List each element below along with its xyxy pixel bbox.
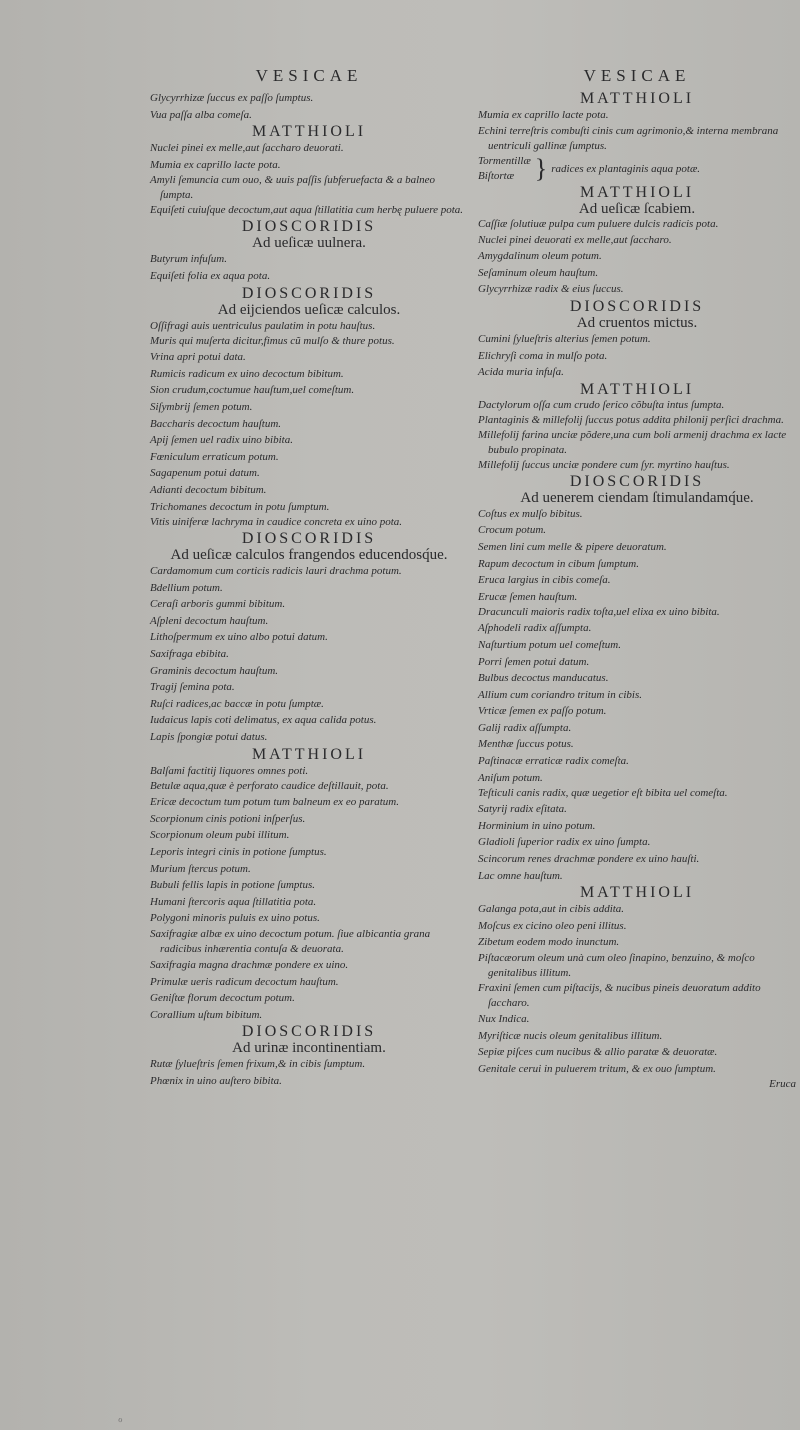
remedy-entry: Betulæ aqua,quæ è perforato caudice deſtillauit, pota. — [150, 780, 389, 793]
remedy-entry: Paſtinacæ erraticæ radix comeſta. — [478, 755, 629, 768]
remedy-entry: Allium cum coriandro tritum in cibis. — [478, 688, 642, 701]
right-blocks — [478, 184, 796, 1078]
brace-glyph: } — [534, 153, 548, 183]
remedy-entry: Sepiæ piſces cum nucibus & allio paratæ & deuoratæ. — [478, 1046, 718, 1059]
section-subheading: Ad ueſicæ uulnera. — [252, 235, 366, 252]
remedy-entry: Dracunculi maioris radix toſta,uel elixa ex uino bibita. — [478, 606, 720, 619]
section-heading: DIOSCORIDIS — [241, 530, 377, 548]
remedy-entry: Plantaginis & millefolij ſuccus potus addita philonij perſici drachma. — [478, 413, 784, 426]
remedy-entry: Iudaicus lapis coti delimatus, ex aqua calida potus. — [150, 714, 377, 727]
remedy-entry: Fraxini ſemen cum piſtacijs, & nucibus pineis deuoratum addito ſaccharo. — [478, 982, 761, 1009]
section-heading: DIOSCORIDIS — [241, 218, 377, 236]
remedy-entry: Lapis ſpongiæ potui datus. — [150, 731, 268, 744]
remedy-entry: Scorpionum oleum pubi illitum. — [150, 829, 290, 842]
remedy-entry: Fœniculum erraticum potum. — [150, 450, 279, 463]
remedy-entry: Oſſifragi auis uentriculus paulatim in potu hauſtus. — [150, 319, 376, 332]
remedy-entry: Piſtacæorum oleum unà cum oleo ſinapino, benzuino, & moſco genitalibus illitum. — [478, 952, 755, 979]
remedy-entry: Geniſtæ florum decoctum potum. — [150, 992, 295, 1005]
section-subheading: Ad ueſicæ calculos frangendos educendosq́ue. — [170, 547, 448, 564]
remedy-entry: Mumia ex caprillo lacte pota. — [150, 158, 281, 171]
remedy-entry: Millefolij farina unciæ põdere,una cum boli armenij drachma ex lacte bubulo propinata. — [478, 428, 787, 456]
remedy-entry: Vrticæ ſemen ex paſſo potum. — [478, 705, 607, 718]
remedy-entry: Tragij ſemina pota. — [150, 681, 235, 694]
remedy-entry: Scincorum renes drachmæ pondere ex uino hauſti. — [478, 853, 700, 866]
remedy-entry: Moſcus ex cicino oleo peni illitus. — [478, 919, 627, 932]
remedy-entry: Amygdalinum oleum potum. — [478, 250, 602, 263]
remedy-entry: Vrina apri potui data. — [150, 351, 246, 364]
remedy-entry: Ruſci radices,ac baccæ in potu ſumptæ. — [150, 697, 324, 710]
remedy-entry: Equiſeti cuiuſque decoctum,aut aqua ſtillatitia cum herbę puluere pota. — [150, 204, 464, 217]
remedy-entry: Mumia ex caprillo lacte pota. — [478, 109, 609, 121]
remedy-entry: Primulæ ueris radicum decoctum hauſtum. — [150, 975, 339, 988]
remedy-entry: Ericæ decoctum tum potum tum balneum ex eo paratum. — [150, 796, 399, 809]
remedy-entry: Cardamomum cum corticis radicis lauri drachma potum. — [150, 565, 402, 578]
running-head-right: VESICAE — [583, 66, 691, 85]
right-column — [478, 66, 796, 1091]
brace-name: Tormentillæ — [478, 154, 531, 167]
remedy-entry: Vua paſſa alba comeſa. — [150, 108, 252, 121]
remedy-entry: Nuclei pinei deuorati ex melle,aut ſaccharo. — [478, 233, 672, 246]
remedy-entry: Eruca largius in cibis comeſa. — [478, 574, 611, 587]
remedy-entry: Semen lini cum melle & pipere deuoratum. — [478, 540, 667, 553]
remedy-entry: Siſymbrij ſemen potum. — [150, 400, 253, 413]
remedy-entry: Aſpleni decoctum hauſtum. — [150, 614, 269, 627]
remedy-entry: Zibetum eodem modo inunctum. — [478, 936, 620, 949]
remedy-entry: Seſaminum oleum hauſtum. — [478, 266, 599, 279]
section-heading: DIOSCORIDIS — [569, 472, 705, 490]
remedy-entry: Sion crudum,coctumue hauſtum,uel comeſtum. — [150, 384, 355, 397]
remedy-entry: Dactylorum oſſa cum crudo ſerico cõbuſta intus ſumpta. — [478, 398, 725, 411]
section-heading: DIOSCORIDIS — [569, 297, 705, 315]
remedy-entry: Humani ſtercoris aqua ſtillatitia pota. — [150, 895, 317, 908]
remedy-entry: Millefolij ſuccus unciæ pondere cum ſyr. myrtino hauſtus. — [478, 458, 730, 471]
remedy-entry: Myriſticæ nucis oleum genitalibus illitum. — [478, 1029, 663, 1042]
running-head-left: VESICAE — [255, 66, 363, 85]
remedy-entry: Rapum decoctum in cibum ſumptum. — [478, 557, 639, 570]
remedy-entry: Scorpionum cinis potioni inſperſus. — [150, 812, 306, 825]
left-blocks — [150, 90, 468, 1090]
remedy-entry: Polygoni minoris puluis ex uino potus. — [150, 912, 320, 925]
remedy-entry: Galanga pota,aut in cibis addita. — [478, 903, 625, 916]
remedy-entry: Saxifragia magna drachmæ pondere ex uino. — [150, 958, 349, 971]
remedy-entry: Nux Indica. — [478, 1013, 530, 1025]
remedy-entry: Acida muria infuſa. — [478, 366, 564, 379]
remedy-entry: Echini terreſtris combuſti cinis cum agrimonio,& interna membrana uentriculi gallinæ ſumptus. — [478, 124, 779, 152]
remedy-entry: Graminis decoctum hauſtum. — [150, 664, 279, 677]
section-subheading: Ad uenerem ciendam ſtimulandamq́ue. — [520, 489, 754, 506]
section-subheading: Ad urinæ incontinentiam. — [232, 1040, 386, 1057]
remedy-entry: Ceraſi arboris gummi bibitum. — [150, 598, 286, 611]
remedy-entry: Baccharis decoctum hauſtum. — [150, 417, 282, 430]
remedy-entry: Erucæ ſemen hauſtum. — [478, 590, 578, 603]
remedy-entry: Horminium in uino potum. — [478, 819, 596, 832]
remedy-entry: Teſticuli canis radix, quæ uegetior eſt bibita uel comeſta. — [478, 787, 728, 800]
remedy-entry: Naſturtium potum uel comeſtum. — [478, 638, 621, 651]
remedy-entry: Murium ſtercus potum. — [150, 862, 251, 875]
remedy-entry: Rutæ ſylueſtris ſemen frixum,& in cibis ſumptum. — [150, 1058, 366, 1071]
remedy-entry: Galij radix aſſumpta. — [478, 721, 572, 734]
remedy-entry: Vitis uiniferæ lachryma in caudice concreta ex uino pota. — [150, 516, 403, 529]
remedy-entry: Aniſum potum. — [478, 771, 543, 784]
section-subheading: Ad ueſicæ ſcabiem. — [578, 200, 696, 217]
remedy-entry: Gladioli ſuperior radix ex uino ſumpta. — [478, 836, 651, 849]
remedy-entry: Glycyrrhizæ ſuccus ex paſſo ſumptus. — [150, 92, 314, 104]
remedy-entry: Bdellium potum. — [150, 581, 223, 594]
remedy-entry: Rumicis radicum ex uino decoctum bibitum. — [150, 367, 344, 380]
remedy-entry: Bulbus decoctus manducatus. — [478, 672, 609, 685]
brace-entry — [478, 154, 796, 184]
catchword: Eruca — [769, 1078, 796, 1091]
remedy-entry: Genitale cerui in puluerem tritum, & ex ouo ſumptum. — [478, 1062, 716, 1075]
section-heading: MATTHIOLI — [579, 183, 695, 201]
remedy-entry: Corallium uſtum bibitum. — [150, 1008, 263, 1021]
remedy-entry: Phœnix in uino auſtero bibita. — [150, 1074, 282, 1087]
left-column — [150, 66, 468, 1090]
remedy-entry: Coſtus ex mulſo bibitus. — [478, 507, 583, 520]
section-heading: MATTHIOLI — [579, 90, 695, 107]
remedy-entry: Equiſeti folia ex aqua pota. — [150, 269, 271, 282]
remedy-entry: Aſphodeli radix aſſumpta. — [478, 622, 592, 635]
remedy-entry: Crocum potum. — [478, 524, 547, 537]
remedy-entry: Adianti decoctum bibitum. — [150, 483, 267, 496]
remedy-entry: Bubuli fellis lapis in potione ſumptus. — [150, 879, 315, 892]
section-heading: MATTHIOLI — [579, 380, 695, 398]
remedy-entry: Caſſiæ ſolutiuæ pulpa cum puluere dulcis radicis pota. — [478, 217, 719, 230]
section-heading: MATTHIOLI — [579, 884, 695, 902]
remedy-entry: Butyrum infuſum. — [150, 253, 227, 266]
remedy-entry: Lac omne hauſtum. — [478, 869, 563, 882]
section-subheading: Ad eijciendos ueſicæ calculos. — [217, 301, 401, 318]
remedy-entry: Cumini ſylueſtris alterius ſemen potum. — [478, 332, 651, 345]
remedy-entry: Saxifragiæ albæ ex uino decoctum potum. ſiue albicantia grana radicibus inhærentia contuſa & deuorata. — [150, 927, 431, 955]
remedy-entry: Porri ſemen potui datum. — [478, 655, 590, 668]
remedy-entry: Elichryſi coma in mulſo pota. — [478, 349, 608, 362]
right-first-entries — [478, 107, 796, 154]
remedy-entry: Apij ſemen uel radix uino bibita. — [150, 434, 293, 447]
brace-text: radices ex plantaginis aqua potæ. — [551, 162, 701, 175]
remedy-entry: Muris qui muſerta dicitur,fimus cũ mulſo & thure potus. — [150, 335, 395, 348]
section-heading: DIOSCORIDIS — [241, 284, 377, 302]
remedy-entry: Sagapenum potui datum. — [150, 467, 260, 480]
remedy-entry: Lithoſpermum ex uino albo potui datum. — [150, 631, 328, 644]
remedy-entry: Saxifraga ebibita. — [150, 648, 229, 661]
section-heading: MATTHIOLI — [251, 123, 367, 141]
section-heading: DIOSCORIDIS — [241, 1023, 377, 1041]
remedy-entry: Leporis integri cinis in potione ſumptus. — [150, 846, 327, 858]
remedy-entry: Nuclei pinei ex melle,aut ſaccharo deuorati. — [150, 142, 344, 155]
remedy-entry: Amyli ſemuncia cum ouo, & uuis paſſis ſubferuefacta & a balneo ſumpta. — [150, 174, 436, 202]
brace-name: Biſtortæ — [478, 169, 515, 182]
remedy-entry: Glycyrrhizæ radix & eius ſuccus. — [478, 283, 624, 296]
ink-blot-mark: ℴ — [118, 1414, 123, 1425]
brace-names — [478, 154, 531, 184]
remedy-entry: Satyrij radix eſitata. — [478, 803, 567, 816]
remedy-entry: Balſami factitij liquores omnes poti. — [150, 764, 309, 777]
remedy-entry: Trichomanes decoctum in potu ſumptum. — [150, 500, 330, 513]
section-subheading: Ad cruentos mictus. — [576, 314, 698, 331]
section-heading: MATTHIOLI — [251, 745, 367, 763]
remedy-entry: Menthæ ſuccus potus. — [478, 738, 574, 751]
